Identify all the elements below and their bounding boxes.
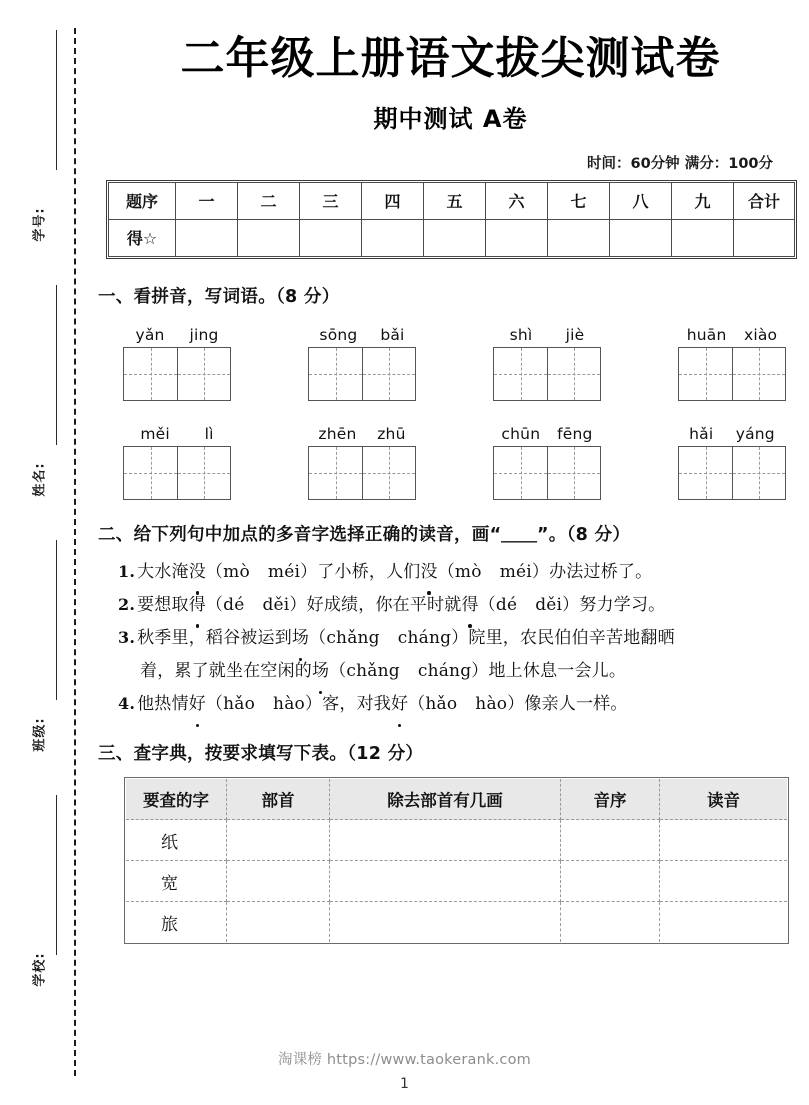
score-input-cell[interactable] [424,219,486,256]
answer-cell[interactable] [561,820,660,861]
column-header: 要查的字 [126,779,227,820]
pinyin-text [493,425,601,443]
tianzige-cell[interactable] [547,348,600,400]
pinyin-syllable: jiè [565,325,585,344]
query-character: 宽 [126,861,227,902]
dotted-char: 场 [312,655,329,688]
question-text: cháng）地上休息一会儿。 [417,661,627,682]
pinyin-item [299,425,425,500]
tianzige-cell[interactable] [732,348,785,400]
score-table-row-label: 得☆ [109,219,176,256]
question-text: 大水淹 [137,561,189,582]
column-header: 部首 [227,779,330,820]
section-2-question-list [92,556,809,722]
tianzige-cell[interactable] [309,447,362,499]
column-header: 除去部首有几画 [330,779,561,820]
dictionary-table-container [126,779,787,942]
list-item [118,589,799,622]
list-item [118,556,799,589]
margin-field-label: 学号: [32,207,48,242]
pinyin-row-1 [92,326,809,401]
dotted-char: 没 [189,556,206,589]
dotted-char: 场 [292,622,309,655]
score-table-header-cell: 八 [610,182,672,219]
score-input-cell[interactable] [238,219,300,256]
page-title: 二年级上册语文拔尖测试卷 [180,33,721,84]
question-text: hào）客，对我 [273,694,391,715]
question-text: （hǎo [205,694,256,715]
question-text: （chǎng [329,661,400,682]
pinyin-syllable: xiào [743,325,778,344]
pinyin-syllable: bǎi [380,325,405,344]
pinyin-syllable: sōng [319,325,358,344]
question-text: （hǎo [408,694,458,715]
tianzige-cell[interactable] [124,348,177,400]
score-input-cell[interactable] [486,219,548,256]
pinyin-syllable: lì [204,424,214,443]
score-input-cell[interactable] [176,219,238,256]
page-number: 1 [400,1076,409,1092]
score-table-header-cell: 六 [486,182,548,219]
dotted-char: 得 [461,589,478,622]
margin-dashed-line [74,28,76,1076]
tianzige-cell[interactable] [494,348,547,400]
answer-cell[interactable] [561,902,660,943]
margin-rule-1 [56,30,57,170]
question-text: hào）像亲人一样。 [475,694,628,715]
exam-paper-content [92,0,809,1105]
score-input-cell[interactable] [362,219,424,256]
score-table-header-cell: 三 [300,182,362,219]
question-text: 要想取 [137,594,189,615]
section-1-heading: 一、看拼音，写词语。（8 分） [98,286,340,307]
tianzige-grid[interactable] [123,446,231,500]
answer-cell[interactable] [660,820,788,861]
pinyin-syllable: fēng [557,424,593,443]
score-table-container [108,182,795,257]
column-header: 读音 [660,779,788,820]
pinyin-syllable: yǎn [135,325,165,344]
tianzige-grid[interactable] [678,347,786,401]
question-number: 2. [118,594,136,614]
margin-rule-2 [56,285,57,445]
pinyin-syllable: yáng [735,424,775,443]
score-table [108,182,795,257]
table-row [126,902,787,943]
answer-cell[interactable] [561,861,660,902]
pinyin-text [493,326,601,344]
score-input-cell[interactable] [548,219,610,256]
question-text: （mò [205,561,250,582]
dotted-char: 得 [189,589,206,622]
table-row [126,861,787,902]
tianzige-cell[interactable] [177,447,230,499]
tianzige-cell[interactable] [679,447,732,499]
margin-field-label: 姓名: [32,462,48,497]
answer-cell[interactable] [330,820,561,861]
answer-cell[interactable] [330,902,561,943]
pinyin-item [299,326,425,401]
pinyin-item [114,425,240,500]
question-text: （dé [478,594,518,615]
question-text: méi）了小桥，人们 [267,561,421,582]
answer-cell[interactable] [227,902,330,943]
score-input-cell[interactable] [610,219,672,256]
pinyin-syllable: zhēn [318,424,357,443]
pinyin-syllable: jing [189,325,219,344]
tianzige-grid[interactable] [493,446,601,500]
question-number: 4. [118,694,136,714]
page-subtitle: 期中测试 A卷 [373,104,528,133]
question-text: 他热情 [137,694,189,715]
answer-cell[interactable] [660,902,788,943]
query-character: 纸 [126,820,227,861]
question-number: 3. [118,627,136,647]
question-text: cháng）院里，农民伯伯辛苦地翻晒 [397,627,675,648]
score-table-header-cell: 一 [176,182,238,219]
margin-field-label: 班级: [32,717,48,752]
score-table-row-label: 题序 [109,182,176,219]
question-text: 秋季里，稻谷被运到 [137,627,292,648]
tianzige-cell[interactable] [547,447,600,499]
pinyin-text [678,425,786,443]
question-text: děi）好成绩，你在平时就 [262,594,462,615]
pinyin-item [669,425,795,500]
score-table-header-cell: 五 [424,182,486,219]
score-table-header-cell: 七 [548,182,610,219]
table-row [109,182,795,219]
score-table-header-cell: 四 [362,182,424,219]
pinyin-syllable: chūn [501,424,541,443]
pinyin-item [669,326,795,401]
pinyin-syllable: měi [140,424,170,443]
margin-field-label: 学校: [32,952,48,987]
pinyin-text [123,326,231,344]
exam-meta-info: 时间：60分钟 满分：100分 [587,155,773,172]
pinyin-text [678,326,786,344]
pinyin-syllable: shì [509,325,533,344]
question-text: （chǎng [309,627,380,648]
tianzige-grid[interactable] [308,347,416,401]
question-number: 1. [118,561,136,581]
pinyin-item [484,425,610,500]
pinyin-text [123,425,231,443]
tianzige-cell[interactable] [362,447,415,499]
dotted-char: 没 [421,556,438,589]
question-continuation-line [118,655,799,688]
pinyin-syllable: zhū [377,424,406,443]
tianzige-cell[interactable] [124,447,177,499]
question-text: （mò [437,561,482,582]
column-header: 音序 [561,779,660,820]
question-text: （dé [205,594,245,615]
pinyin-row-2 [92,425,809,500]
tianzige-cell[interactable] [309,348,362,400]
pinyin-item [114,326,240,401]
table-row [109,219,795,256]
tianzige-cell[interactable] [679,348,732,400]
pinyin-item [484,326,610,401]
table-row [126,820,787,861]
dotted-char: 好 [391,688,408,721]
score-input-cell[interactable] [734,219,795,256]
margin-rule-3 [56,540,57,700]
list-item [118,688,799,721]
dotted-char: 好 [189,688,206,721]
tianzige-cell[interactable] [494,447,547,499]
answer-cell[interactable] [330,861,561,902]
score-input-cell[interactable] [672,219,734,256]
question-text: méi）办法过桥了。 [499,561,653,582]
footer-watermark: 淘课榜 https://www.taokerank.com [278,1052,531,1068]
pinyin-text [308,326,416,344]
section-3-heading: 三、查字典，按要求填写下表。（12 分） [98,744,424,765]
list-item [118,622,799,688]
query-character: 旅 [126,902,227,943]
answer-cell[interactable] [227,820,330,861]
left-margin-strip [0,0,92,1105]
answer-cell[interactable] [227,861,330,902]
score-input-cell[interactable] [300,219,362,256]
margin-rule-4 [56,795,57,955]
pinyin-syllable: huān [686,325,727,344]
tianzige-grid[interactable] [123,347,231,401]
tianzige-cell[interactable] [732,447,785,499]
tianzige-cell[interactable] [177,348,230,400]
score-table-header-cell: 二 [238,182,300,219]
table-header-row [126,779,787,820]
tianzige-grid[interactable] [678,446,786,500]
answer-cell[interactable] [660,861,788,902]
dictionary-table [126,779,787,942]
question-text: děi）努力学习。 [535,594,666,615]
tianzige-cell[interactable] [362,348,415,400]
pinyin-syllable: hǎi [689,424,714,443]
tianzige-grid[interactable] [493,347,601,401]
section-2-heading: 二、给下列句中加点的多音字选择正确的读音，画“＿＿”。（8 分） [98,524,631,545]
pinyin-text [308,425,416,443]
tianzige-grid[interactable] [308,446,416,500]
score-table-header-cell: 合计 [734,182,795,219]
question-text: 着，累了就坐在空闲的 [140,661,312,682]
score-table-header-cell: 九 [672,182,734,219]
